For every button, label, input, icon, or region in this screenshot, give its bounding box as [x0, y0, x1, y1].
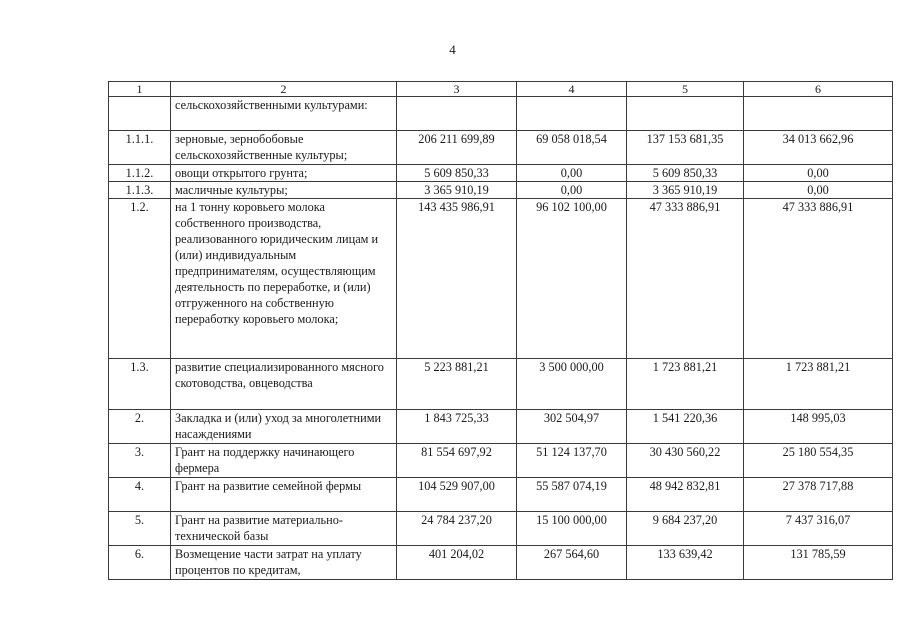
table-row	[109, 182, 893, 199]
table-row	[109, 512, 893, 546]
value-col-3: 24 784 237,20	[397, 512, 517, 546]
value-col-3	[397, 97, 517, 131]
row-description: Грант на поддержку начинающего фермера	[171, 444, 397, 478]
value-col-4: 96 102 100,00	[517, 199, 627, 359]
row-description: овощи открытого грунта;	[171, 165, 397, 182]
value-col-4: 0,00	[517, 165, 627, 182]
header-cell-5: 5	[627, 82, 744, 97]
value-col-4: 3 500 000,00	[517, 359, 627, 410]
table-row	[109, 546, 893, 580]
header-cell-3: 3	[397, 82, 517, 97]
value-col-6: 34 013 662,96	[744, 131, 893, 165]
value-col-5: 9 684 237,20	[627, 512, 744, 546]
header-cell-1: 1	[109, 82, 171, 97]
table-row	[109, 97, 893, 131]
row-description: развитие специализированного мясного скотоводства, овцеводства	[171, 359, 397, 410]
value-col-4: 302 504,97	[517, 410, 627, 444]
value-col-3: 5 223 881,21	[397, 359, 517, 410]
row-number: 3.	[109, 444, 171, 478]
table-body	[109, 97, 893, 580]
table-row	[109, 444, 893, 478]
header-row	[109, 82, 893, 97]
table-row	[109, 165, 893, 182]
row-description: Грант на развитие материально-технической базы	[171, 512, 397, 546]
row-description: сельскохозяйственными культурами:	[171, 97, 397, 131]
value-col-6: 47 333 886,91	[744, 199, 893, 359]
row-description: зерновые, зернобобовые сельскохозяйственные культуры;	[171, 131, 397, 165]
row-number: 6.	[109, 546, 171, 580]
value-col-5: 5 609 850,33	[627, 165, 744, 182]
value-col-5: 1 723 881,21	[627, 359, 744, 410]
value-col-3: 104 529 907,00	[397, 478, 517, 512]
value-col-6: 0,00	[744, 165, 893, 182]
value-col-4	[517, 97, 627, 131]
header-cell-2: 2	[171, 82, 397, 97]
row-description: Закладка и (или) уход за многолетними насаждениями	[171, 410, 397, 444]
row-number: 1.1.2.	[109, 165, 171, 182]
row-description: масличные культуры;	[171, 182, 397, 199]
header-cell-4: 4	[517, 82, 627, 97]
value-col-5: 47 333 886,91	[627, 199, 744, 359]
value-col-4: 51 124 137,70	[517, 444, 627, 478]
value-col-4: 0,00	[517, 182, 627, 199]
value-col-5: 3 365 910,19	[627, 182, 744, 199]
row-description: Грант на развитие семейной фермы	[171, 478, 397, 512]
value-col-5	[627, 97, 744, 131]
table-row	[109, 359, 893, 410]
row-description: на 1 тонну коровьего молока собственного производства, реализованного юридическим лицам и (или) индивидуальным предпринимателям, осуществляющим деятельность по переработке, и (или) отгруженного на собственную переработку коровьего молока;	[171, 199, 397, 359]
value-col-6: 7 437 316,07	[744, 512, 893, 546]
row-number: 1.3.	[109, 359, 171, 410]
row-number: 2.	[109, 410, 171, 444]
value-col-6: 0,00	[744, 182, 893, 199]
value-col-5: 30 430 560,22	[627, 444, 744, 478]
value-col-4: 15 100 000,00	[517, 512, 627, 546]
row-description: Возмещение части затрат на уплату процентов по кредитам,	[171, 546, 397, 580]
value-col-6: 131 785,59	[744, 546, 893, 580]
table-header	[109, 82, 893, 97]
value-col-5: 137 153 681,35	[627, 131, 744, 165]
value-col-6: 27 378 717,88	[744, 478, 893, 512]
row-number	[109, 97, 171, 131]
budget-table	[108, 81, 893, 580]
value-col-6: 1 723 881,21	[744, 359, 893, 410]
row-number: 1.2.	[109, 199, 171, 359]
value-col-5: 1 541 220,36	[627, 410, 744, 444]
table-row	[109, 478, 893, 512]
value-col-5: 48 942 832,81	[627, 478, 744, 512]
row-number: 4.	[109, 478, 171, 512]
value-col-3: 81 554 697,92	[397, 444, 517, 478]
value-col-6: 25 180 554,35	[744, 444, 893, 478]
page-number: 4	[449, 42, 456, 57]
table-row	[109, 131, 893, 165]
row-number: 1.1.3.	[109, 182, 171, 199]
value-col-3: 3 365 910,19	[397, 182, 517, 199]
value-col-3: 1 843 725,33	[397, 410, 517, 444]
value-col-6	[744, 97, 893, 131]
value-col-6: 148 995,03	[744, 410, 893, 444]
table-row	[109, 199, 893, 359]
value-col-3: 206 211 699,89	[397, 131, 517, 165]
value-col-4: 55 587 074,19	[517, 478, 627, 512]
header-cell-6: 6	[744, 82, 893, 97]
value-col-3: 143 435 986,91	[397, 199, 517, 359]
value-col-5: 133 639,42	[627, 546, 744, 580]
value-col-4: 267 564,60	[517, 546, 627, 580]
value-col-3: 5 609 850,33	[397, 165, 517, 182]
table-row	[109, 410, 893, 444]
row-number: 5.	[109, 512, 171, 546]
value-col-3: 401 204,02	[397, 546, 517, 580]
row-number: 1.1.1.	[109, 131, 171, 165]
value-col-4: 69 058 018,54	[517, 131, 627, 165]
